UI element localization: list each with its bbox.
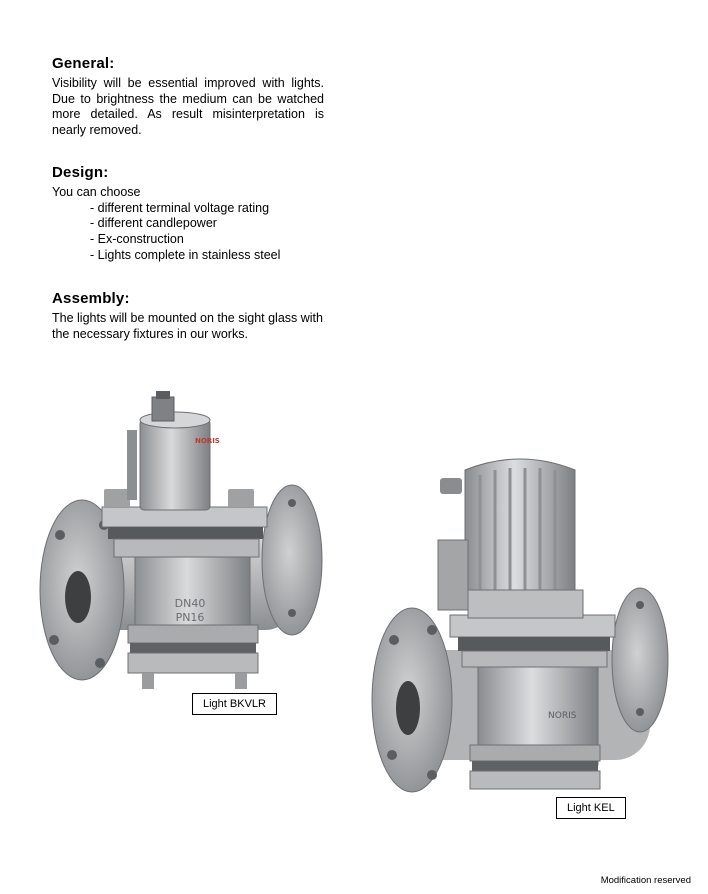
right-nameplate: NORIS: [548, 711, 577, 721]
design-heading: Design:: [52, 164, 109, 181]
left-body-marking-2: PN16: [175, 611, 205, 624]
light-bkvlr-photo: [30, 385, 330, 710]
light-bkvlr-caption: Light BKVLR: [192, 693, 277, 715]
design-option: - Lights complete in stainless steel: [90, 247, 281, 262]
left-body-marking-1: DN40: [174, 597, 206, 610]
left-nameplate: NORIS: [195, 437, 220, 445]
light-kel-photo: [370, 450, 676, 820]
assembly-heading: Assembly:: [52, 290, 130, 307]
design-section: [52, 164, 324, 264]
assembly-section: [52, 290, 324, 342]
design-option: - different terminal voltage rating: [90, 200, 270, 215]
design-intro: You can choose: [52, 185, 141, 199]
design-option: - different candlepower: [90, 216, 217, 231]
design-option: - Ex-construction: [90, 232, 184, 247]
general-text: Visibility will be essential improved with lights. Due to brightness the medium can be watched more detailed. As result misinterpretation is nearly removed.: [52, 76, 324, 137]
light-kel-caption: Light KEL: [556, 797, 626, 819]
design-options-list: [52, 201, 324, 264]
general-heading: General:: [52, 55, 115, 72]
general-section: [52, 55, 324, 138]
assembly-text: The lights will be mounted on the sight glass with the necessary fixtures in our works.: [52, 311, 323, 341]
modification-note: Modification reserved: [600, 875, 691, 886]
